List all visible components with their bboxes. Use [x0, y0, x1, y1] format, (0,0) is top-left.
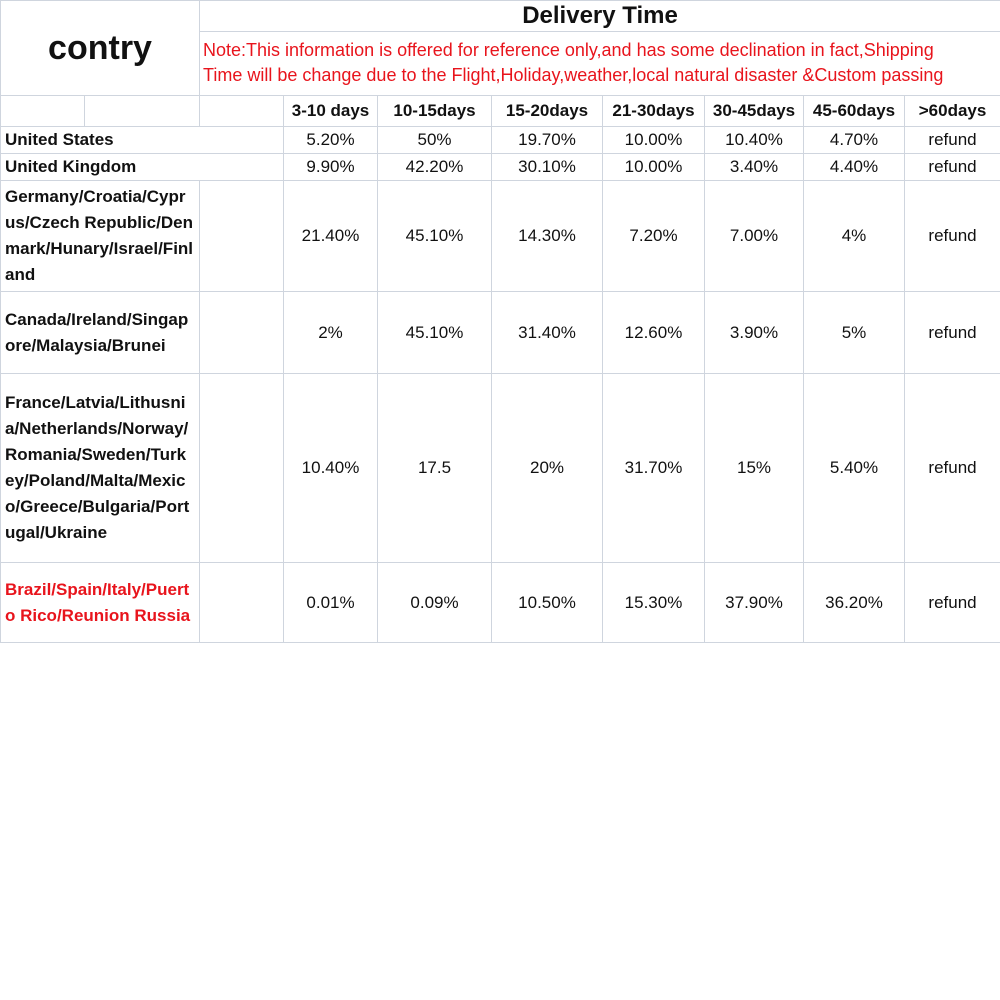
percent-cell: 19.70%	[492, 127, 603, 154]
column-header: 10-15days	[378, 96, 492, 127]
note-line-2: Time will be change due to the Flight,Holiday,weather,local natural disaster &Custom passing	[203, 65, 944, 85]
percent-cell: 30.10%	[492, 154, 603, 181]
percent-cell: 20%	[492, 374, 603, 563]
page-title: Delivery Time	[200, 1, 1000, 32]
percent-cell: 17.5	[378, 374, 492, 563]
refund-cell: refund	[905, 181, 1000, 292]
percent-cell: 31.40%	[492, 292, 603, 374]
percent-cell: 7.00%	[705, 181, 804, 292]
percent-cell: 15%	[705, 374, 804, 563]
refund-cell: refund	[905, 563, 1000, 643]
header-blank-1	[1, 96, 85, 127]
percent-cell: 0.01%	[284, 563, 378, 643]
percent-cell: 21.40%	[284, 181, 378, 292]
table-row	[1, 181, 1000, 292]
table-row	[1, 154, 1000, 181]
percent-cell: 50%	[378, 127, 492, 154]
percent-cell: 10.40%	[284, 374, 378, 563]
table-row	[1, 374, 1000, 563]
shipping-note	[200, 32, 1000, 96]
percent-cell: 10.00%	[603, 154, 705, 181]
country-name: United States	[1, 127, 284, 154]
percent-cell: 31.70%	[603, 374, 705, 563]
blank-cell	[200, 292, 284, 374]
country-name: Germany/Croatia/Cyprus/Czech Republic/Denmark/Hunary/Israel/Finland	[1, 181, 200, 292]
country-name: France/Latvia/Lithusnia/Netherlands/Norway/Romania/Sweden/Turkey/Poland/Malta/Mexico/Greece/Bulgaria/Portugal/Ukraine	[1, 374, 200, 563]
blank-cell	[200, 374, 284, 563]
percent-cell: 45.10%	[378, 292, 492, 374]
refund-cell: refund	[905, 154, 1000, 181]
refund-cell: refund	[905, 127, 1000, 154]
percent-cell: 10.40%	[705, 127, 804, 154]
percent-cell: 10.50%	[492, 563, 603, 643]
percent-cell: 4.40%	[804, 154, 905, 181]
country-column-label: contry	[1, 1, 200, 96]
column-header: 45-60days	[804, 96, 905, 127]
percent-cell: 12.60%	[603, 292, 705, 374]
percent-cell: 0.09%	[378, 563, 492, 643]
column-header: >60days	[905, 96, 1000, 127]
column-header: 15-20days	[492, 96, 603, 127]
percent-cell: 3.90%	[705, 292, 804, 374]
percent-cell: 37.90%	[705, 563, 804, 643]
blank-cell	[200, 563, 284, 643]
percent-cell: 14.30%	[492, 181, 603, 292]
percent-cell: 42.20%	[378, 154, 492, 181]
header-blank-2	[85, 96, 200, 127]
column-header: 3-10 days	[284, 96, 378, 127]
percent-cell: 2%	[284, 292, 378, 374]
header-row	[1, 96, 1000, 127]
percent-cell: 7.20%	[603, 181, 705, 292]
percent-cell: 10.00%	[603, 127, 705, 154]
table-row	[1, 292, 1000, 374]
column-header: 21-30days	[603, 96, 705, 127]
country-name: United Kingdom	[1, 154, 284, 181]
column-header: 30-45days	[705, 96, 804, 127]
percent-cell: 5.20%	[284, 127, 378, 154]
table-row	[1, 127, 1000, 154]
note-line-1: Note:This information is offered for reference only,and has some declination in fact,Shipping	[203, 40, 934, 60]
percent-cell: 3.40%	[705, 154, 804, 181]
percent-cell: 45.10%	[378, 181, 492, 292]
refund-cell: refund	[905, 292, 1000, 374]
refund-cell: refund	[905, 374, 1000, 563]
percent-cell: 15.30%	[603, 563, 705, 643]
country-name: Canada/Ireland/Singapore/Malaysia/Brunei	[1, 292, 200, 374]
title-row	[1, 1, 1000, 32]
percent-cell: 4.70%	[804, 127, 905, 154]
percent-cell: 9.90%	[284, 154, 378, 181]
table-row	[1, 563, 1000, 643]
percent-cell: 36.20%	[804, 563, 905, 643]
blank-cell	[200, 181, 284, 292]
country-name-highlighted: Brazil/Spain/Italy/Puerto Rico/Reunion Russia	[1, 563, 200, 643]
header-blank-3	[200, 96, 284, 127]
percent-cell: 5%	[804, 292, 905, 374]
percent-cell: 4%	[804, 181, 905, 292]
percent-cell: 5.40%	[804, 374, 905, 563]
